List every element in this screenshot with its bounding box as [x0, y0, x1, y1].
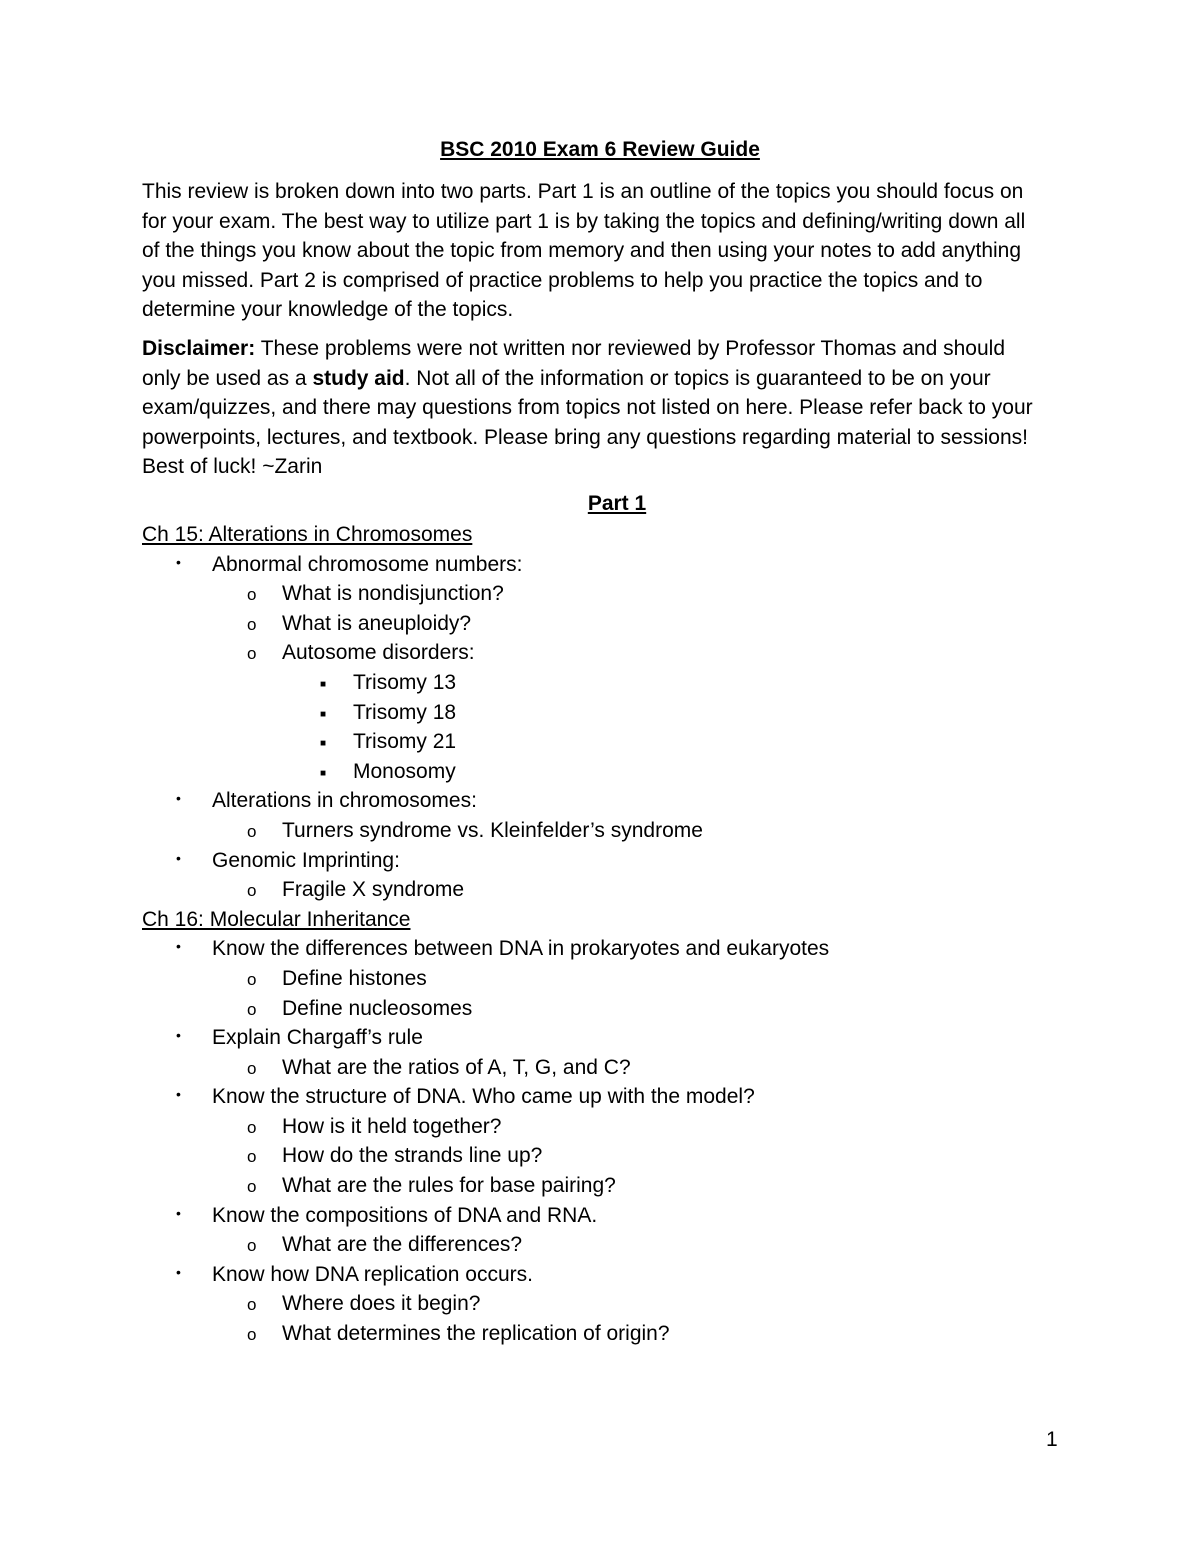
circle-bullet-icon: o — [247, 1058, 257, 1078]
square-bullet-icon: ■ — [320, 767, 327, 779]
chapter-heading: Ch 16: Molecular Inheritance — [142, 907, 411, 931]
part-heading: Part 1 — [587, 492, 647, 515]
disclaimer-text: only be used as a — [142, 366, 313, 390]
circle-bullet-icon: o — [247, 969, 257, 989]
bullet-icon: • — [176, 1027, 181, 1044]
outline-subitem: o Define nucleosomes — [142, 994, 1142, 1024]
square-bullet-icon: ■ — [320, 678, 327, 690]
intro-line: for your exam. The best way to utilize part 1 is by taking the topics and defining/writing down all — [142, 209, 1026, 233]
disclaimer-line — [142, 334, 1072, 364]
outline-item: • Abnormal chromosome numbers: — [142, 550, 1142, 580]
outline-subitem: o Turners syndrome vs. Kleinfelder’s syndrome — [142, 816, 1142, 846]
outline-subitem: o What are the ratios of A, T, G, and C? — [142, 1053, 1142, 1083]
outline-subitem: o What is nondisjunction? — [142, 579, 1142, 609]
disclaimer-line: Best of luck! ~Zarin — [142, 455, 323, 478]
circle-bullet-icon: o — [247, 1177, 257, 1197]
outline-item: • Know the compositions of DNA and RNA. — [142, 1201, 1142, 1231]
outline-subsubitem: ■ Trisomy 13 — [142, 668, 1142, 698]
outline-subsubitem: ■ Trisomy 18 — [142, 698, 1142, 728]
intro-line: you missed. Part 2 is comprised of practice problems to help you practice the topics and to — [142, 268, 983, 292]
square-bullet-icon: ■ — [320, 708, 327, 720]
disclaimer-line: powerpoints, lectures, and textbook. Please bring any questions regarding material to sessions! — [142, 425, 1028, 449]
outline-item: • Alterations in chromosomes: — [142, 786, 1142, 816]
disclaimer-line — [142, 364, 1072, 394]
outline-item: • Know the structure of DNA. Who came up with the model? — [142, 1082, 1142, 1112]
outline-subsubitem: ■ Trisomy 21 — [142, 727, 1142, 757]
bullet-icon: • — [176, 1204, 181, 1221]
outline-subitem: o What are the rules for base pairing? — [142, 1171, 1142, 1201]
bullet-icon: • — [176, 553, 181, 570]
outline-item: • Know how DNA replication occurs. — [142, 1260, 1142, 1290]
outline-subitem: o Define histones — [142, 964, 1142, 994]
outline-subitem: o What is aneuploidy? — [142, 609, 1142, 639]
disclaimer-text: . Not all of the information or topics is guaranteed to be on your — [404, 366, 991, 390]
outline-item: • Explain Chargaff’s rule — [142, 1023, 1142, 1053]
circle-bullet-icon: o — [247, 1147, 257, 1167]
circle-bullet-icon: o — [247, 1236, 257, 1256]
topic-outline — [142, 520, 1142, 1349]
bullet-icon: • — [176, 849, 181, 866]
circle-bullet-icon: o — [247, 644, 257, 664]
chapter-heading: Ch 15: Alterations in Chromosomes — [142, 523, 473, 546]
bullet-icon: • — [176, 938, 181, 955]
outline-subitem: o What are the differences? — [142, 1230, 1142, 1260]
outline-item: • Genomic Imprinting: — [142, 846, 1142, 876]
outline-subitem: o How do the strands line up? — [142, 1141, 1142, 1171]
intro-line: determine your knowledge of the topics. — [142, 298, 514, 321]
circle-bullet-icon: o — [247, 881, 257, 901]
outline-subitem: o What determines the replication of origin? — [142, 1319, 1142, 1349]
intro-paragraph — [142, 177, 1072, 325]
circle-bullet-icon: o — [247, 1325, 257, 1345]
study-aid-emphasis: study aid — [312, 366, 405, 390]
outline-subitem: o Fragile X syndrome — [142, 875, 1142, 905]
document-title: BSC 2010 Exam 6 Review Guide — [440, 138, 760, 161]
bullet-icon: • — [176, 790, 181, 807]
square-bullet-icon: ■ — [320, 738, 327, 750]
intro-line: of the things you know about the topic from memory and then using your notes to add anything — [142, 239, 1022, 262]
circle-bullet-icon: o — [247, 585, 257, 605]
disclaimer-text: These problems were not written nor reviewed by Professor Thomas and should — [255, 337, 1005, 360]
disclaimer-paragraph — [142, 334, 1072, 482]
bullet-icon: • — [176, 1086, 181, 1103]
page-number: 1 — [1046, 1428, 1058, 1451]
circle-bullet-icon: o — [247, 999, 257, 1019]
disclaimer-line: exam/quizzes, and there may questions from topics not listed on here. Please refer back to your — [142, 396, 1033, 419]
outline-subitem: o Where does it begin? — [142, 1289, 1142, 1319]
circle-bullet-icon: o — [247, 821, 257, 841]
disclaimer-label: Disclaimer: — [142, 337, 256, 360]
outline-subsubitem: ■ Monosomy — [142, 757, 1142, 787]
outline-item: • Know the differences between DNA in prokaryotes and eukaryotes — [142, 934, 1142, 964]
circle-bullet-icon: o — [247, 1295, 257, 1315]
outline-subitem: o How is it held together? — [142, 1112, 1142, 1142]
circle-bullet-icon: o — [247, 1117, 257, 1137]
intro-line: This review is broken down into two parts. Part 1 is an outline of the topics you should focus on — [142, 180, 1024, 203]
bullet-icon: • — [176, 1263, 181, 1280]
outline-subitem: o Autosome disorders: — [142, 638, 1142, 668]
circle-bullet-icon: o — [247, 614, 257, 634]
